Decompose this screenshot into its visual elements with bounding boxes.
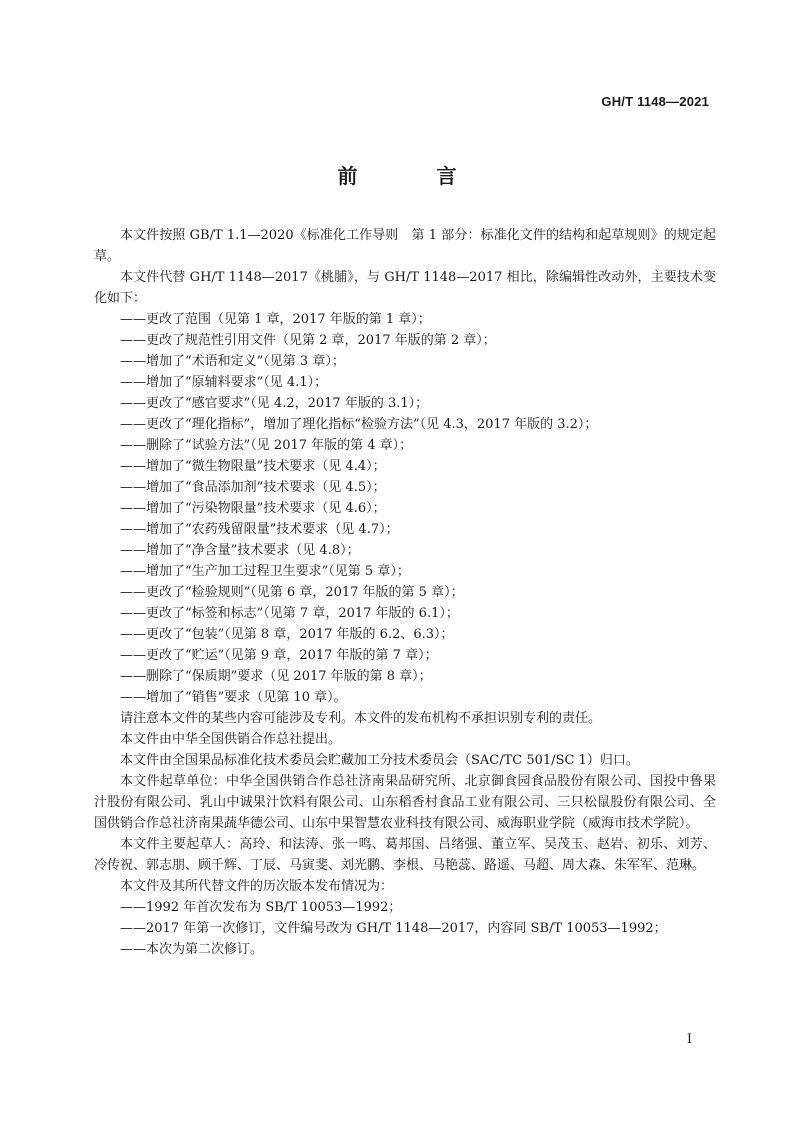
list-item: ——删除了“试验方法”（见 2017 年版的第 4 章）； [120,438,413,453]
paragraph-drafting-units: 本文件起草单位：中华全国供销合作总社济南果品研究所、北京御食园食品股份有限公司、国投中鲁果汁股份有限公司、乳山中诚果汁饮料有限公司、山东稻香村食品工业有限公司、三只松鼠股份有限公司、全国供销合作总社济南果蔬华德公司、山东中果智慧农业科技有限公司、威海职业学院（威海市技术学院）。 [94,774,716,831]
paragraph-drafters: 本文件主要起草人：高玲、和法涛、张一鸣、葛邦国、吕绪强、董立军、吴茂玉、赵岩、初乐、刘芳、冷传祝、郭志朋、顾千辉、丁辰、马寅斐、刘光鹏、李根、马艳蕊、路遥、马超、周大森、朱军军、范琳。 [94,837,716,873]
list-item: ——1992 年首次发布为 SB/T 10053—1992； [120,900,402,915]
list-item: ——更改了范围（见第 1 章，2017 年版的第 1 章）； [120,312,431,327]
list-item: ——增加了“食品添加剂”技术要求（见 4.5）； [120,480,386,495]
paragraph-patent-notice: 请注意本文件的某些内容可能涉及专利。本文件的发布机构不承担识别专利的责任。 [120,711,602,726]
paragraph-proposer: 本文件由中华全国供销合作总社提出。 [120,732,342,747]
paragraph-drafting-rules: 本文件按照 GB/T 1.1—2020《标准化工作导则 第 1 部分：标准化文件的结构和起草规则》的规定起草。 [94,228,716,264]
page-number: I [686,1032,692,1047]
list-item: ——增加了“净含量”技术要求（见 4.8）； [120,543,360,558]
list-item: ——更改了“检验规则”（见第 6 章，2017 年版的第 5 章）； [120,585,464,600]
list-item: ——更改了“标签和标志”（见第 7 章，2017 年版的 6.1）； [120,606,459,621]
list-item: ——2017 年第一次修订，文件编号改为 GH/T 1148—2017，内容同 SB/T 10053—1992； [120,921,667,936]
list-item: ——增加了“生产加工过程卫生要求”（见第 5 章）； [120,564,410,579]
list-item: ——增加了“污染物限量”技术要求（见 4.6）； [120,501,386,516]
changes-list [94,309,716,708]
list-item: ——更改了“贮运”（见第 9 章，2017 年版的第 7 章）； [120,648,438,663]
list-item: ——删除了“保质期”要求（见 2017 年版的第 8 章）； [120,669,432,684]
standard-number: GH/T 1148—2021 [601,94,709,109]
list-item: ——增加了“销售”要求（见第 10 章）。 [120,690,347,705]
list-item: ——更改了“包装”（见第 8 章，2017 年版的 6.2、6.3）； [120,627,454,642]
paragraph-replacement: 本文件代替 GH/T 1148—2017《桃脯》，与 GH/T 1148—2017 相比，除编辑性改动外，主要技术变化如下： [94,270,716,306]
list-item: ——更改了“感官要求”（见 4.2，2017 年版的 3.1）； [120,396,429,411]
list-item: ——本次为第二次修订。 [120,942,264,957]
list-item: ——更改了规范性引用文件（见第 2 章，2017 年版的第 2 章）； [120,333,496,348]
list-item: ——增加了“原辅料要求”（见 4.1）； [120,375,328,390]
foreword-body [94,225,716,960]
history-list [94,897,716,960]
paragraph-history-intro: 本文件及其所代替文件的历次版本发布情况为： [120,879,394,894]
list-item: ——更改了“理化指标”，增加了理化指标“检验方法”（见 4.3，2017 年版的 3.2）； [120,417,598,432]
list-item: ——增加了“微生物限量”技术要求（见 4.4）； [120,459,386,474]
list-item: ——增加了“农药残留限量”技术要求（见 4.7）； [120,522,399,537]
paragraph-committee: 本文件由全国果品标准化技术委员会贮藏加工分技术委员会（SAC/TC 501/SC 1）归口。 [120,753,639,768]
list-item: ——增加了“术语和定义”（见第 3 章）； [120,354,345,369]
page-title: 前 言 [337,164,493,188]
